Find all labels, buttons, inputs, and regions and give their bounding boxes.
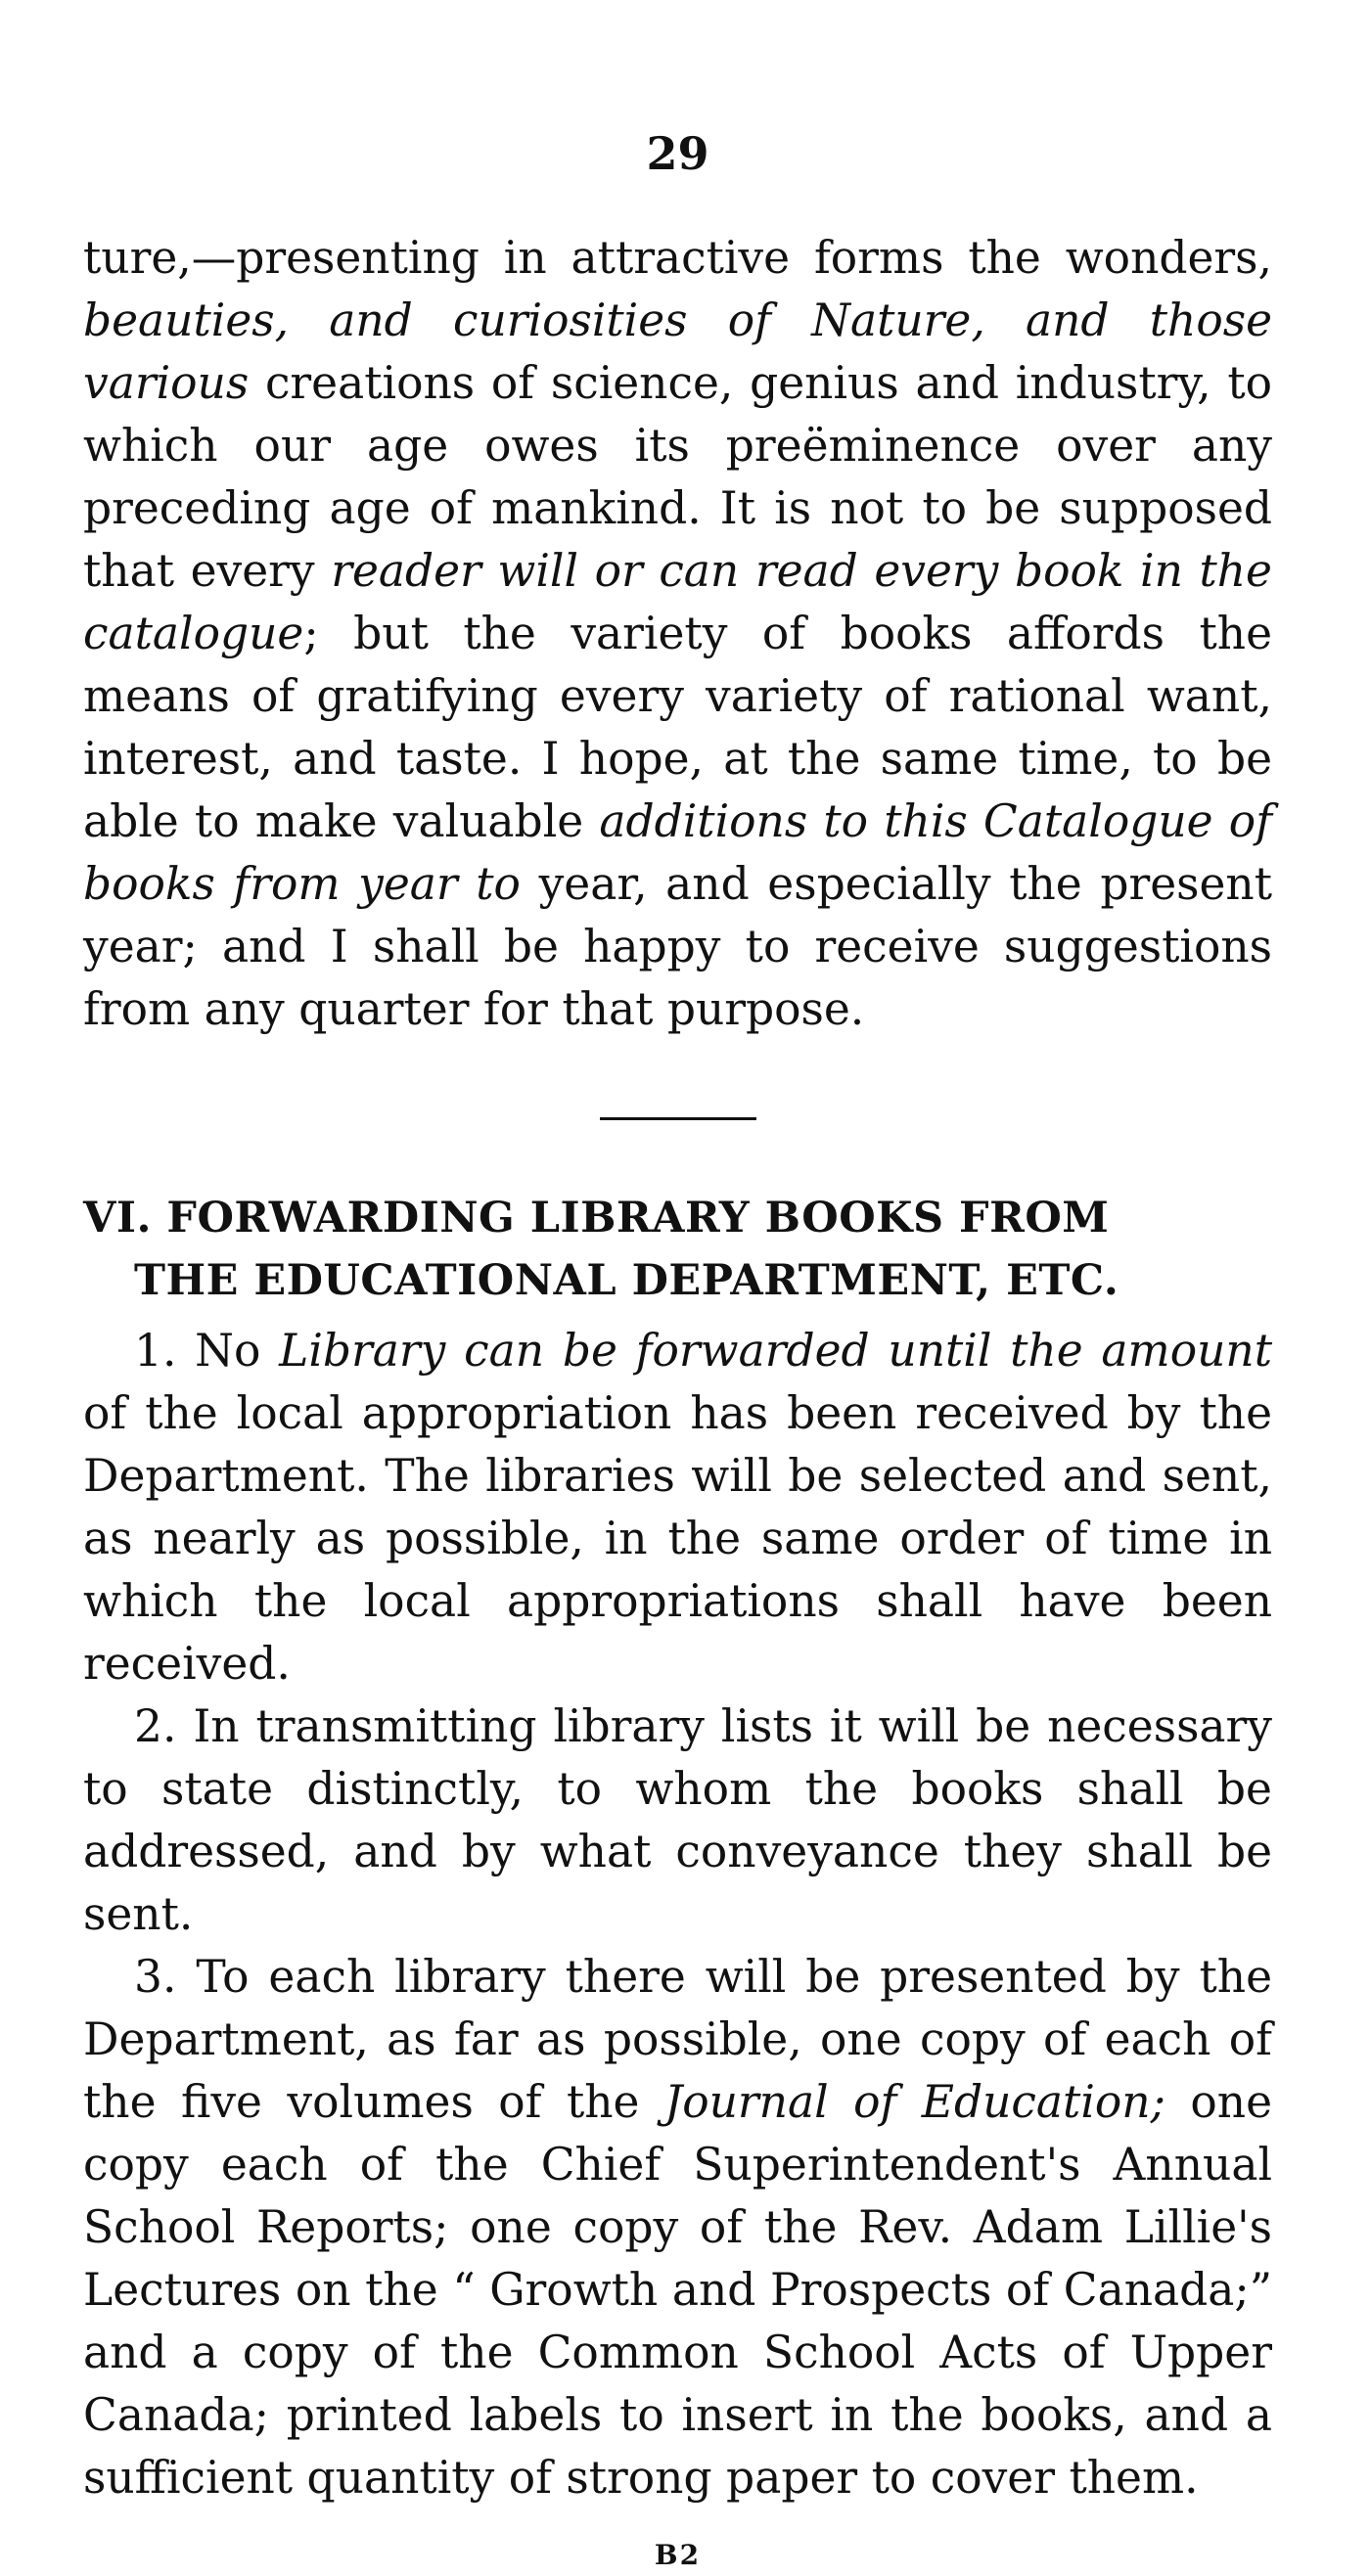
italic-run: reader will or can read every book in the catalogue [83,545,1272,659]
text-run: In transmitting library lists it will be necessary to state distinctly, to whom the books shall be addressed, and by what conveyance they shall be sent. [83,1700,1272,1940]
text-run: creations of science, genius and industry, to which our age owes its preëminence over any preceding age of mankind. It is not to be supposed that every [83,357,1272,597]
list-item-1 [83,1320,1272,1695]
text-run: To each library there will be presented by the Department, as far as possible, one copy of each of the five volumes of the [83,1951,1272,2128]
signature-mark: B2 [654,2539,702,2571]
text-run: year, and especially the present year; and I shall be happy to receive suggestions from any quarter for that purpose. [83,858,1272,1035]
page-number: 29 [646,127,709,180]
italic-run: beauties, and curiosities of Nature, and those various [83,294,1272,409]
list-item-2 [83,1695,1272,1946]
item-number: 1. [134,1325,177,1377]
text-run: ture,—presenting in attractive forms the wonders, [83,232,1272,284]
text-run: of the local appropriation has been received by the Department. The libraries will be selected and sent, as nearly as possible, in the same order of time in which the local appropriations shall have been received. [83,1387,1272,1690]
heading-line-1: VI. FORWARDING LIBRARY BOOKS FROM [83,1194,1110,1243]
heading-line-2: THE EDUCATIONAL DEPARTMENT, ETC. [134,1256,1119,1305]
item-number: 2. [134,1700,177,1752]
italic-run: Journal of Education; [663,2076,1165,2128]
item-number: 3. [134,1951,177,2003]
text-run: No [176,1325,280,1377]
continuation-paragraph [83,227,1272,1041]
text-run: one copy each of the Chief Superintendent's Annual School Reports; one copy of the Rev. Adam Lillie's Lectures on the “ Growth and Prospects of Canada;” and a copy of the Common School Acts of Upper Canada; printed labels to insert in the books, and a sufficient quantity of strong paper to cover them. [83,2076,1272,2504]
italic-run: Library can be forwarded until the amount [279,1325,1272,1377]
section-divider [600,1117,756,1120]
italic-run: additions to this Catalogue of books from year to [83,795,1272,910]
list-item-3 [83,1946,1272,2509]
section-heading [83,1187,1272,1312]
text-run: ; but the variety of books affords the means of gratifying every variety of rational want, interest, and taste. I hope, at the same time, to be able to make valuable [83,608,1272,847]
document-page [83,127,1272,2571]
